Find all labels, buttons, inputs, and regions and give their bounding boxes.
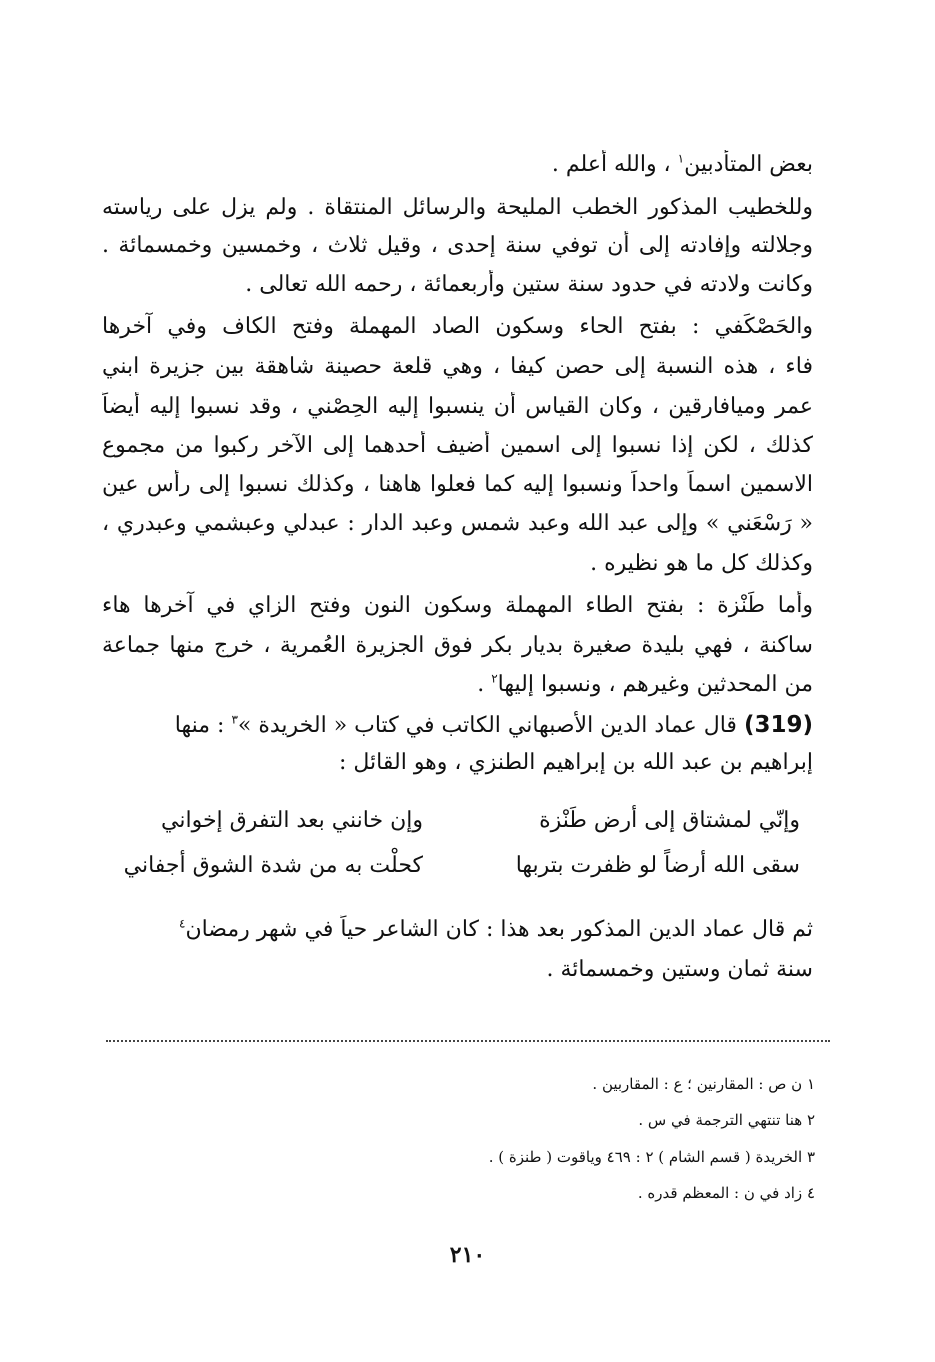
- verse-2-first-hemistich: سقى الله أرضاً لو ظفرت بتربها: [515, 853, 800, 878]
- footnote-ref-4[interactable]: ٤: [178, 916, 186, 931]
- text-line-10: « رَسْعَني » وإلى عبد الله وعبد شمس وعبد الدار : عبدلي وعبشمي وعبدري ،: [102, 511, 813, 536]
- text-line-6: فاء ، هذه النسبة إلى حصن كيفا ، وهي قلعة حصينة شاهقة بين جزيرة ابني: [102, 354, 813, 379]
- footnote-3: ٣ الخريدة ( قسم الشام ) ٢ : ٤٦٩ وياقوت ( طنزة ) .: [488, 1148, 815, 1166]
- text-line-8: كذلك ، لكن إذا نسبوا إلى اسمين أضيف أحدهما إلى الآخر ركبوا من مجموع: [102, 433, 813, 458]
- text-line-7: عمر وميافارقين ، وكان القياس أن ينسبوا إليه الحِصْني ، وقد نسبوا إليه أيضاً: [102, 394, 813, 419]
- text-line-18: سنة ثمان وستين وخمسمائة .: [546, 957, 813, 982]
- text-line-15: (319) قال عماد الدين الأصبهاني الكاتب في كتاب « الخريدة »$^٣$ : منها: [174, 712, 813, 738]
- text-line-1: بعض المتأدبين$^١$ ، والله أعلم .: [551, 151, 813, 177]
- text-line-12: وأما طَنْزة : بفتح الطاء المهملة وسكون النون وفتح الزاي في آخرها هاء: [102, 593, 813, 618]
- text-line-3: وجلالته وإفادته إلى أن توفي سنة إحدى ، وقيل ثلاث ، وخمسين وخمسمائة .: [102, 233, 813, 258]
- page-number: ٢١٠: [449, 1242, 486, 1268]
- footnote-2: ٢ هنا تنتهي الترجمة في س .: [638, 1111, 815, 1129]
- text-line-13: ساكنة ، فهي بليدة صغيرة بديار بكر فوق الجزيرة العُمرية ، خرج منها جماعة: [102, 633, 813, 658]
- verse-1-second-hemistich: وإن خانني بعد التفرق إخواني: [161, 808, 423, 833]
- footnote-ref-1[interactable]: ١: [677, 151, 685, 166]
- text-line-5: والحَصْكَفي : بفتح الحاء وسكون الصاد المهملة وفتح الكاف وفي آخرها: [102, 314, 813, 339]
- footnote-separator: [106, 1040, 830, 1042]
- text-line-11: وكذلك كل ما هو نظيره .: [590, 551, 813, 576]
- verse-1-first-hemistich: وإنّي لمشتاق إلى أرض طَنْزة: [539, 808, 800, 833]
- footnote-ref-3[interactable]: ٣: [231, 712, 238, 727]
- text-line-9: الاسمين اسماً واحداً ونسبوا إليه كما فعلوا هاهنا ، وكذلك نسبوا إلى رأس عين: [102, 472, 813, 497]
- footnote-1: ١ ن ص : المقارنين ؛ ع : المقاربين .: [592, 1075, 815, 1093]
- verse-2-second-hemistich: كحلْت به من شدة الشوق أجفاني: [123, 853, 423, 878]
- footnote-ref-2[interactable]: ٢: [491, 671, 498, 686]
- entry-number: (319): [743, 712, 813, 738]
- text-line-17: ثم قال عماد الدين المذكور بعد هذا : كان الشاعر حياً في شهر رمضان$^٤$: [178, 916, 813, 942]
- text-line-14: من المحدثين وغيرهم ، ونسبوا إليها$^٢$ .: [477, 671, 813, 697]
- text-line-4: وكانت ولادته في حدود سنة ستين وأربعمائة ، رحمه الله تعالى .: [245, 272, 813, 297]
- text-line-2: وللخطيب المذكور الخطب المليحة والرسائل المنتقاة . ولم يزل على رياسته: [102, 195, 813, 220]
- footnote-4: ٤ زاد في ن : المعظم قدره .: [637, 1184, 815, 1202]
- text-line-16: إبراهيم بن عبد الله بن إبراهيم الطنزي ، وهو القائل :: [338, 750, 813, 775]
